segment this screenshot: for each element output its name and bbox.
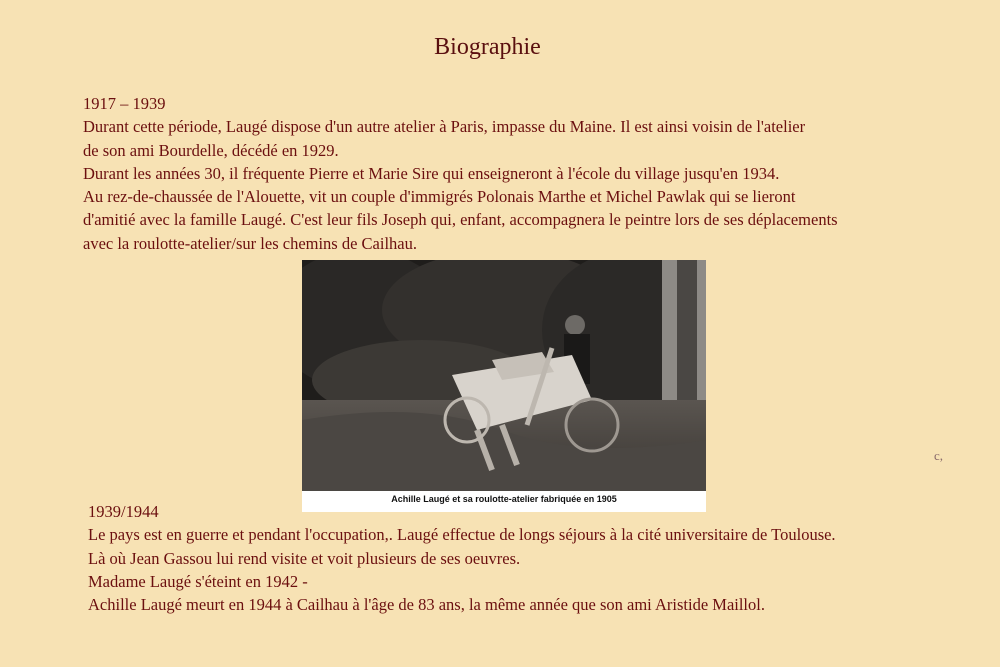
paragraph-line: Au rez-de-chaussée de l'Alouette, vit un couple d'immigrés Polonais Marthe et Michel Pawlak qui se lieront xyxy=(83,187,796,207)
historic-photo-frame xyxy=(302,260,706,512)
paragraph-line: de son ami Bourdelle, décédé en 1929. xyxy=(83,140,339,160)
paragraph-line: Le pays est en guerre et pendant l'occupation,. Laugé effectue de longs séjours à la cité universitaire de Toulouse. xyxy=(88,525,836,545)
section-period-heading: 1917 – 1939 xyxy=(83,94,166,113)
biography-section-1939-1944 xyxy=(88,500,968,616)
photo-caption: Achille Laugé et sa roulotte-atelier fabriquée en 1905 xyxy=(391,494,617,504)
section-period-heading: 1939/1944 xyxy=(88,502,159,521)
paragraph-line: Achille Laugé meurt en 1944 à Cailhau à l'âge de 83 ans, la même année que son ami Aristide Maillol. xyxy=(88,595,765,615)
historic-photo xyxy=(302,260,706,491)
paragraph-line: Durant cette période, Laugé dispose d'un autre atelier à Paris, impasse du Maine. Il est ainsi voisin de l'atelier xyxy=(83,117,806,137)
paragraph-line: avec la roulotte-atelier/sur les chemins de Cailhau. xyxy=(83,233,417,253)
page-title: Biographie xyxy=(434,34,541,60)
stray-mark: c, xyxy=(934,448,944,463)
biography-section-1917-1939 xyxy=(83,92,963,255)
paragraph-line: d'amitié avec la famille Laugé. C'est leur fils Joseph qui, enfant, accompagnera le peintre lors de ses déplacements xyxy=(83,210,838,230)
paragraph-line: Là où Jean Gassou lui rend visite et voit plusieurs de ses oeuvres. xyxy=(88,548,521,568)
paragraph-line: Madame Laugé s'éteint en 1942 - xyxy=(88,571,308,591)
paragraph-line: Durant les années 30, il fréquente Pierre et Marie Sire qui enseigneront à l'école du village jusqu'en 1934. xyxy=(83,163,780,183)
photo-illustration xyxy=(302,260,706,491)
